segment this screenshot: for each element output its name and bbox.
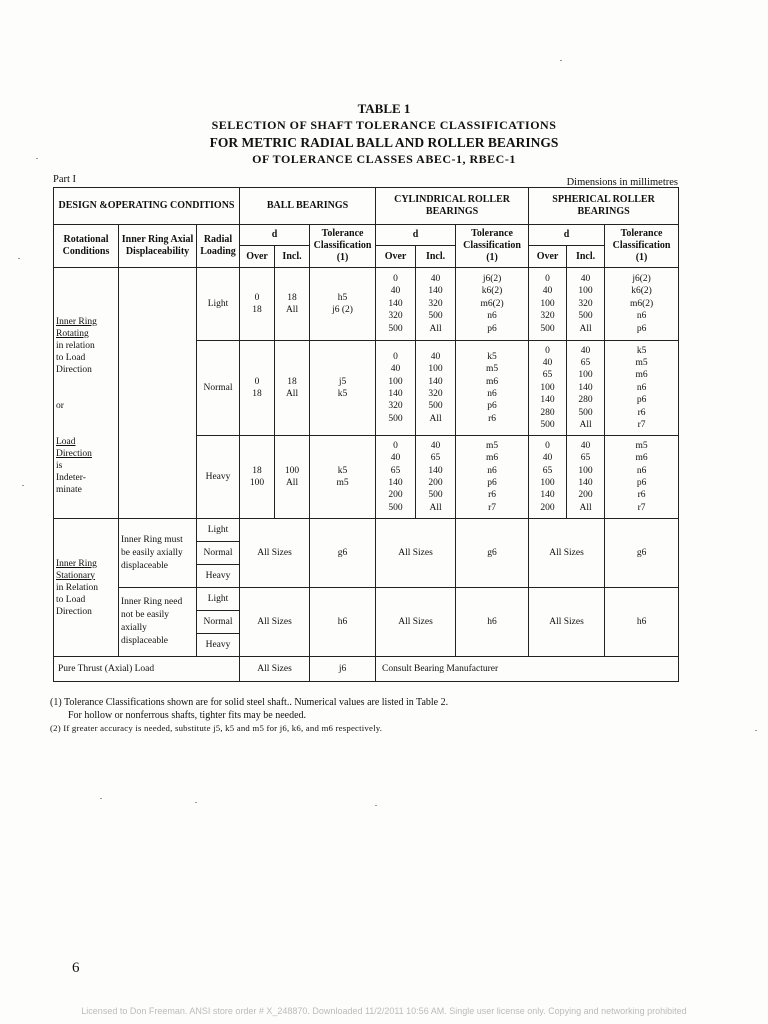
ball-tol-header: Tolerance Classification (1)	[310, 225, 376, 268]
cell-line: k5	[337, 389, 348, 399]
cell-line: n6	[636, 382, 647, 393]
cell-line: All	[429, 413, 442, 424]
cylindrical-header: CYLINDRICAL ROLLER BEARINGS	[376, 188, 529, 225]
cell-line: 500	[388, 502, 403, 513]
cell-line: All	[285, 389, 299, 399]
cell-line: 0	[254, 376, 260, 387]
cell-line: 500	[388, 413, 403, 424]
cell-line: 140	[578, 382, 593, 393]
speck	[560, 60, 562, 61]
table-subtitle-3: OF TOLERANCE CLASSES ABEC-1, RBEC-1	[252, 152, 516, 166]
sph-incl-header: Incl.	[567, 246, 605, 268]
cell-line: p6	[636, 323, 647, 334]
cell-line: n6	[636, 465, 647, 476]
cell-line: 65	[580, 453, 591, 464]
sph-tol-header: Tolerance Classification (1)	[605, 225, 679, 268]
cyl-tol	[456, 268, 529, 341]
cell-line: All	[285, 478, 299, 488]
load-heavy: Heavy	[197, 436, 240, 519]
ball-over-header: Over	[240, 246, 275, 268]
cell-line: 320	[578, 298, 593, 309]
cell-line: 100	[578, 286, 593, 297]
sph-tol: g6	[605, 519, 679, 588]
cell-line: 500	[540, 323, 555, 334]
inner-ring-header: Inner Ring Axial Displaceability	[119, 225, 197, 268]
rotating-condition-cell	[54, 268, 119, 519]
speck	[100, 798, 102, 799]
thrust-label: Pure Thrust (Axial) Load	[54, 657, 240, 682]
speck	[36, 158, 38, 159]
cell-line: 320	[388, 401, 403, 412]
left-label: Indeter-	[56, 473, 86, 483]
cell-line: k6(2)	[481, 286, 503, 297]
cell-line: 100	[578, 465, 593, 476]
cyl-tol-header: Tolerance Classification (1)	[456, 225, 529, 268]
cell-line: 140	[578, 478, 593, 488]
cell-line: m6(2)	[629, 298, 654, 309]
cyl-all-sizes: All Sizes	[376, 519, 456, 588]
cell-line: n6	[487, 465, 497, 476]
radial-header: Radial Loading	[197, 225, 240, 268]
cell-line: 500	[428, 401, 443, 412]
cell-line: n6	[487, 389, 497, 399]
cell-line: 0	[393, 440, 398, 451]
cell-line: 65	[542, 370, 553, 381]
cell-line: p6	[636, 395, 647, 406]
cell-line: 0	[393, 351, 398, 362]
footnote-2: (2) If greater accuracy is needed, substitute j5, k5 and m5 for j6, k6, and m6 respectively.	[50, 723, 383, 733]
cell-line: All	[285, 305, 299, 315]
cell-line: 320	[540, 311, 555, 322]
tolerance-table	[53, 187, 679, 682]
spherical-header: SPHERICAL ROLLER BEARINGS	[529, 188, 679, 225]
license-footer: Licensed to Don Freeman. ANSI store order # X_248870. Downloaded 11/2/2011 10:56 AM. Single user license only. Copying and networking prohibited	[81, 1006, 687, 1016]
cyl-over	[376, 436, 416, 519]
sph-tol: h6	[605, 588, 679, 657]
cyl-incl	[416, 268, 456, 341]
stationary-label: Stationary	[56, 570, 96, 581]
displaceability-empty-cell	[119, 268, 197, 519]
or-label: or	[56, 401, 64, 411]
ball-tol	[310, 341, 376, 436]
cell-line: j5	[338, 376, 347, 387]
cell-line: 40	[430, 440, 441, 451]
load-heavy: Heavy	[197, 634, 240, 657]
ball-over	[240, 268, 275, 341]
cell-line: n6	[636, 311, 647, 322]
left-label: Load	[56, 437, 76, 447]
ball-incl	[275, 268, 310, 341]
cell-line: 100	[540, 382, 555, 393]
header-row-1	[54, 188, 679, 225]
cell-line: p6	[636, 478, 647, 488]
cell-line: r7	[637, 502, 646, 513]
cell-line: 500	[540, 420, 555, 431]
footnote-1-cont: For hollow or nonferrous shafts, tighter fits may be needed.	[68, 709, 307, 721]
table-title: TABLE 1	[357, 101, 411, 116]
ball-tol	[310, 268, 376, 341]
cell-line: 40	[430, 351, 441, 362]
part-label: Part I	[53, 174, 77, 185]
cell-line: m6	[485, 453, 499, 464]
sph-tol	[605, 341, 679, 436]
row-stationary-light-1	[54, 519, 679, 542]
cell-line: All	[579, 502, 592, 513]
cyl-tol	[456, 341, 529, 436]
load-light: Light	[197, 588, 240, 611]
cell-line: All	[429, 323, 442, 334]
cell-line: r6	[637, 490, 646, 501]
cell-line: k5	[636, 345, 647, 356]
cell-line: h5	[337, 292, 348, 303]
sph-tol	[605, 436, 679, 519]
ball-tol: g6	[310, 519, 376, 588]
cyl-tol: g6	[456, 519, 529, 588]
speck	[375, 805, 377, 806]
cell-line: r6	[488, 413, 496, 424]
sph-incl	[567, 436, 605, 519]
cell-line: m6	[635, 370, 648, 381]
cyl-over	[376, 268, 416, 341]
ball-incl	[275, 341, 310, 436]
ball-over	[240, 436, 275, 519]
cell-line: 18	[252, 305, 262, 315]
footnote-1: (1) Tolerance Classifications shown are for solid steel shaft.. Numerical values are listed in Table 2.	[50, 697, 449, 708]
cell-line: k5	[337, 465, 348, 476]
row-thrust	[54, 657, 679, 682]
cell-line: j6(2)	[482, 273, 502, 284]
cell-line: p6	[487, 401, 497, 412]
ball-over	[240, 341, 275, 436]
stationary-label: Inner Ring	[56, 558, 97, 569]
cell-line: 320	[428, 298, 443, 309]
ball-d-header: d	[240, 225, 310, 246]
cell-line: r6	[488, 490, 496, 501]
cyl-incl	[416, 341, 456, 436]
cell-line: 18	[252, 465, 262, 476]
cell-line: 0	[545, 273, 550, 284]
ball-tol	[310, 436, 376, 519]
cell-line: m5	[635, 357, 648, 368]
cell-line: 100	[284, 465, 300, 476]
cell-line: m6(2)	[480, 298, 504, 309]
cell-line: 18	[252, 389, 262, 399]
header-row-2	[54, 225, 679, 246]
cell-line: 500	[428, 311, 443, 322]
cell-line: 140	[428, 376, 443, 387]
cell-line: All	[579, 323, 592, 334]
stationary-label: in Relation	[56, 582, 98, 593]
left-label: minate	[56, 485, 82, 495]
cell-line: 40	[430, 273, 441, 284]
row-stationary-light-2	[54, 588, 679, 611]
cell-line: 40	[580, 440, 591, 451]
sph-over	[529, 341, 567, 436]
speck	[18, 258, 20, 259]
design-header: DESIGN &OPERATING CONDITIONS	[54, 188, 240, 225]
cell-line: 18	[287, 292, 297, 303]
cell-line: 65	[390, 465, 401, 476]
cell-line: 0	[254, 292, 260, 303]
table-subtitle-1: SELECTION OF SHAFT TOLERANCE CLASSIFICATIONS	[211, 118, 557, 132]
row-light	[54, 268, 679, 341]
cell-line: 40	[390, 453, 401, 464]
ball-tol: h6	[310, 588, 376, 657]
cell-line: 200	[540, 502, 555, 513]
cell-line: 140	[388, 478, 403, 488]
left-label: Rotating	[56, 329, 89, 339]
left-label: is	[56, 461, 63, 471]
stationary-label: to Load	[56, 594, 86, 605]
cell-line: 40	[542, 453, 553, 464]
cell-line: m5	[635, 440, 648, 451]
speck	[22, 485, 24, 486]
cell-line: 18	[287, 376, 297, 387]
load-heavy: Heavy	[197, 565, 240, 588]
cell-line: r7	[488, 502, 496, 513]
cell-line: 100	[540, 478, 555, 488]
load-light: Light	[197, 268, 240, 341]
cyl-incl	[416, 436, 456, 519]
cell-line: 40	[390, 364, 401, 375]
cell-line: 40	[542, 286, 553, 297]
ball-incl-header: Incl.	[275, 246, 310, 268]
load-normal: Normal	[197, 542, 240, 565]
cell-line: 40	[580, 273, 591, 284]
stationary-condition-cell	[54, 519, 119, 657]
cyl-incl-header: Incl.	[416, 246, 456, 268]
thrust-sizes: All Sizes	[240, 657, 310, 682]
title-block	[0, 100, 768, 168]
dimensions-note: Dimensions in millimetres	[566, 177, 678, 188]
page-number: 6	[72, 960, 80, 976]
cell-line: 100	[428, 364, 443, 375]
cell-line: 140	[540, 490, 555, 501]
ball-incl	[275, 436, 310, 519]
cell-line: 140	[428, 286, 443, 297]
cell-line: 140	[428, 465, 443, 476]
cell-line: 100	[540, 298, 555, 309]
cell-line: r6	[637, 407, 646, 418]
left-label: Direction	[56, 449, 92, 459]
ball-header: BALL BEARINGS	[240, 188, 376, 225]
cell-line: 140	[540, 395, 555, 406]
load-light: Light	[197, 519, 240, 542]
left-label: in relation	[56, 341, 95, 351]
cell-line: r7	[637, 420, 646, 431]
thrust-tol: j6	[310, 657, 376, 682]
cell-line: m6	[635, 453, 648, 464]
sph-all-sizes: All Sizes	[529, 588, 605, 657]
cyl-over-header: Over	[376, 246, 416, 268]
cyl-all-sizes: All Sizes	[376, 588, 456, 657]
cell-line: 0	[545, 345, 550, 356]
thrust-consult: Consult Bearing Manufacturer	[376, 657, 679, 682]
cell-line: 280	[578, 395, 593, 406]
cell-line: 200	[428, 478, 443, 488]
cell-line: 100	[578, 370, 593, 381]
cyl-over	[376, 341, 416, 436]
cell-line: 100	[388, 376, 403, 387]
left-label: Inner Ring	[56, 317, 97, 327]
sph-all-sizes: All Sizes	[529, 519, 605, 588]
cell-line: 500	[428, 490, 443, 501]
sph-over-header: Over	[529, 246, 567, 268]
cell-line: m5	[485, 440, 499, 451]
cell-line: All	[579, 420, 592, 431]
footnotes	[50, 697, 710, 735]
cyl-tol	[456, 436, 529, 519]
displaceable-cell: Inner Ring must be easily axially displaceable	[119, 519, 197, 588]
cell-line: 320	[388, 311, 403, 322]
rotational-header: Rotational Conditions	[54, 225, 119, 268]
speck	[755, 730, 757, 731]
cell-line: k6(2)	[631, 286, 652, 297]
cell-line: p6	[487, 323, 497, 334]
cell-line: m5	[485, 364, 499, 375]
stationary-label: Direction	[56, 606, 92, 617]
cyl-tol: h6	[456, 588, 529, 657]
cell-line: 500	[388, 323, 403, 334]
load-normal: Normal	[197, 341, 240, 436]
cell-line: 200	[388, 490, 403, 501]
cell-line: m5	[336, 478, 349, 488]
cell-line: 500	[578, 407, 593, 418]
cell-line: 0	[393, 273, 398, 284]
cell-line: 140	[388, 389, 403, 399]
left-label: to Load	[56, 353, 86, 363]
sph-tol	[605, 268, 679, 341]
cell-line: m6	[485, 376, 499, 387]
cyl-d-header: d	[376, 225, 456, 246]
cell-line: p6	[487, 478, 497, 488]
cell-line: 65	[430, 453, 441, 464]
cell-line: 65	[542, 465, 553, 476]
cell-line: j6 (2)	[332, 305, 353, 315]
speck	[195, 802, 197, 803]
cell-line: k5	[487, 351, 497, 362]
load-normal: Normal	[197, 611, 240, 634]
sph-incl	[567, 268, 605, 341]
cell-line: 100	[249, 478, 265, 488]
left-label: Direction	[56, 365, 92, 375]
cell-line: 40	[580, 345, 591, 356]
cell-line: 0	[545, 440, 550, 451]
sph-d-header: d	[529, 225, 605, 246]
ball-all-sizes: All Sizes	[240, 588, 310, 657]
ball-all-sizes: All Sizes	[240, 519, 310, 588]
sph-incl	[567, 341, 605, 436]
cell-line: 500	[578, 311, 593, 322]
cell-line: n6	[487, 311, 497, 322]
cell-line: 65	[580, 357, 591, 368]
cell-line: All	[429, 502, 442, 513]
sph-over	[529, 436, 567, 519]
cell-line: 200	[578, 490, 593, 501]
cell-line: 40	[542, 357, 553, 368]
cell-line: 40	[390, 286, 401, 297]
cell-line: j6(2)	[632, 273, 651, 284]
not-displaceable-cell: Inner Ring need not be easily axially displaceable	[119, 588, 197, 657]
sph-over	[529, 268, 567, 341]
cell-line: 280	[540, 407, 555, 418]
cell-line: 140	[388, 298, 403, 309]
cell-line: 320	[428, 389, 443, 399]
table-subtitle-2: FOR METRIC RADIAL BALL AND ROLLER BEARINGS	[209, 135, 559, 150]
